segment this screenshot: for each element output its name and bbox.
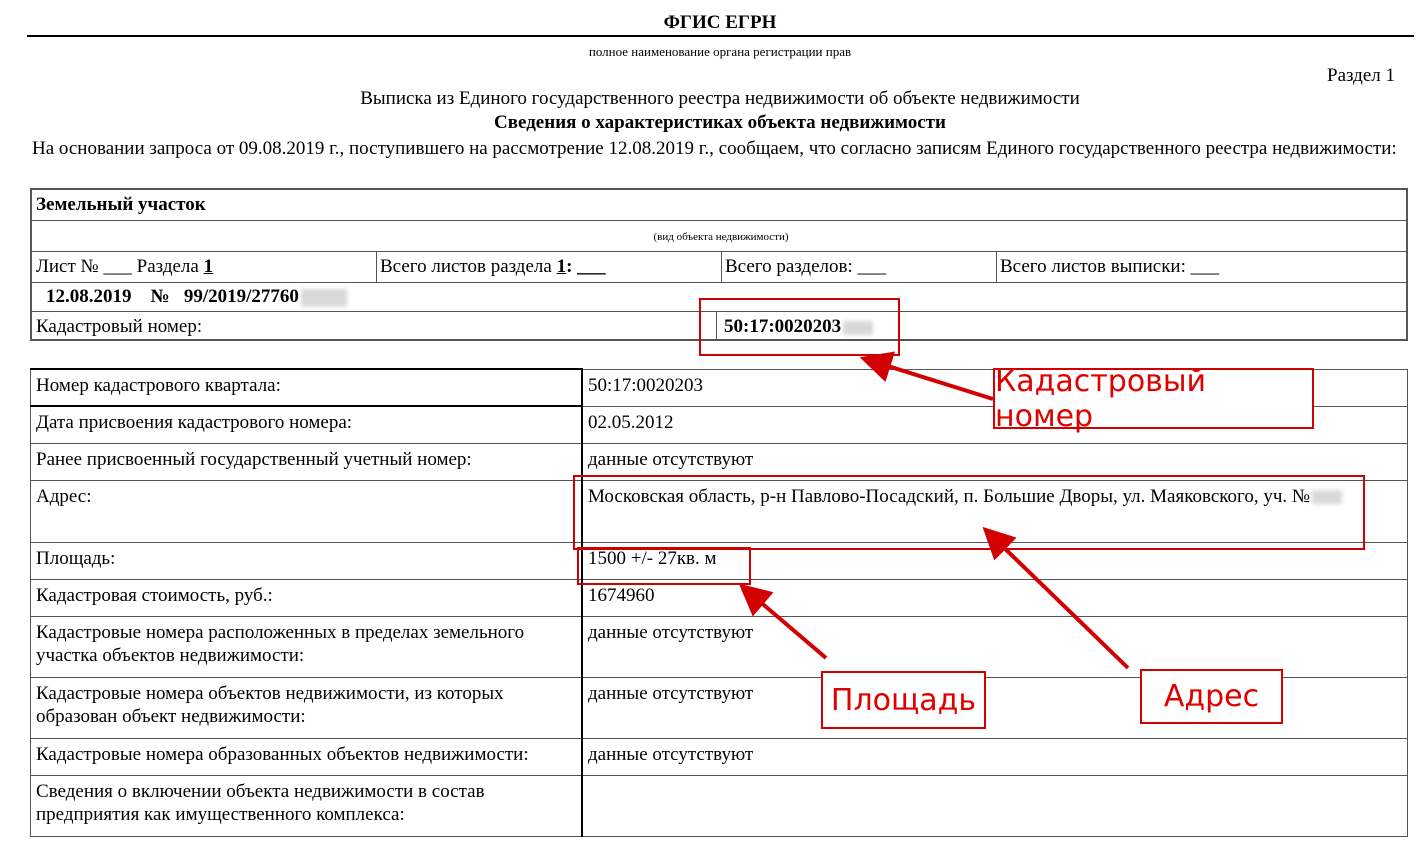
intro-paragraph: На основании запроса от 09.08.2019 г., поступившего на рассмотрение 12.08.2019 г., сообщаем, что согласно записям Единого государственного реестра недвижимости: [32,138,1397,159]
sheet-section-number: 1 [203,256,214,277]
row-label: Ранее присвоенный государственный учетный номер: [31,443,583,480]
row-label: Кадастровая стоимость, руб.: [31,579,583,616]
row-value: 50:17:0020203 [582,369,1408,406]
cadastral-annotation-label: Кадастровый номер [993,368,1314,429]
row-value: 1674960 [582,579,1408,616]
total-sheets-value: 1 [556,256,567,277]
sheet-label: Лист № ___ Раздела [36,256,199,277]
row-value: данные отсутствуют [582,738,1408,775]
row-label: Адрес: [31,480,583,542]
object-type-caption: (вид объекта недвижимости) [653,231,789,243]
address-text: Московская область, р-н Павлово-Посадский, п. Большие Дворы, ул. Маяковского, уч. № [588,485,1311,507]
registration-date: 12.08.2019 [46,286,132,307]
registry-name: ФГИС ЕГРН [663,12,777,33]
row-label: Сведения о включении объекта недвижимости в состав предприятия как имущественного комплекса: [31,775,583,836]
row-label: Кадастровые номера образованных объектов недвижимости: [31,738,583,775]
row-label: Кадастровые номера объектов недвижимости, из которых образован объект недвижимости: [31,677,583,738]
area-annotation-label: Площадь [821,671,986,729]
total-sheets-suffix: : ___ [566,256,606,277]
row-label: Номер кадастрового квартала: [31,369,583,406]
total-sheets-label: Всего листов раздела [380,256,552,277]
row-label: Дата присвоения кадастрового номера: [31,406,583,443]
address-annotation-label: Адрес [1140,669,1283,724]
cadastral-number: 50:17:0020203 [724,316,842,337]
row-value: данные отсутствуют [582,443,1408,480]
row-label: Площадь: [31,542,583,579]
cadastral-arrow [875,362,993,399]
total-sections: Всего разделов: ___ [725,256,887,277]
row-value: данные отсутствуют [582,677,1408,738]
document-title: Выписка из Единого государственного реестра недвижимости об объекте недвижимости [360,88,1080,109]
row-value: 02.05.2012 [582,406,1408,443]
registration-number: 99/2019/27760 [183,286,299,307]
object-type: Земельный участок [36,194,206,215]
row-label: Кадастровые номера расположенных в пределах земельного участка объектов недвижимости: [31,616,583,677]
row-value: 1500 +/- 27кв. м [582,542,1408,579]
area-arrow [751,594,826,658]
address-arrow [994,538,1128,668]
total-extract-sheets: Всего листов выписки: ___ [1000,256,1220,277]
row-value: данные отсутствуют [582,616,1408,677]
number-sign: № [150,286,170,307]
document-subtitle: Сведения о характеристиках объекта недвижимости [494,112,946,133]
cadastral-label: Кадастровый номер: [36,316,203,337]
registry-caption: полное наименование органа регистрации прав [588,44,852,59]
section-label: Раздел 1 [1327,65,1395,86]
